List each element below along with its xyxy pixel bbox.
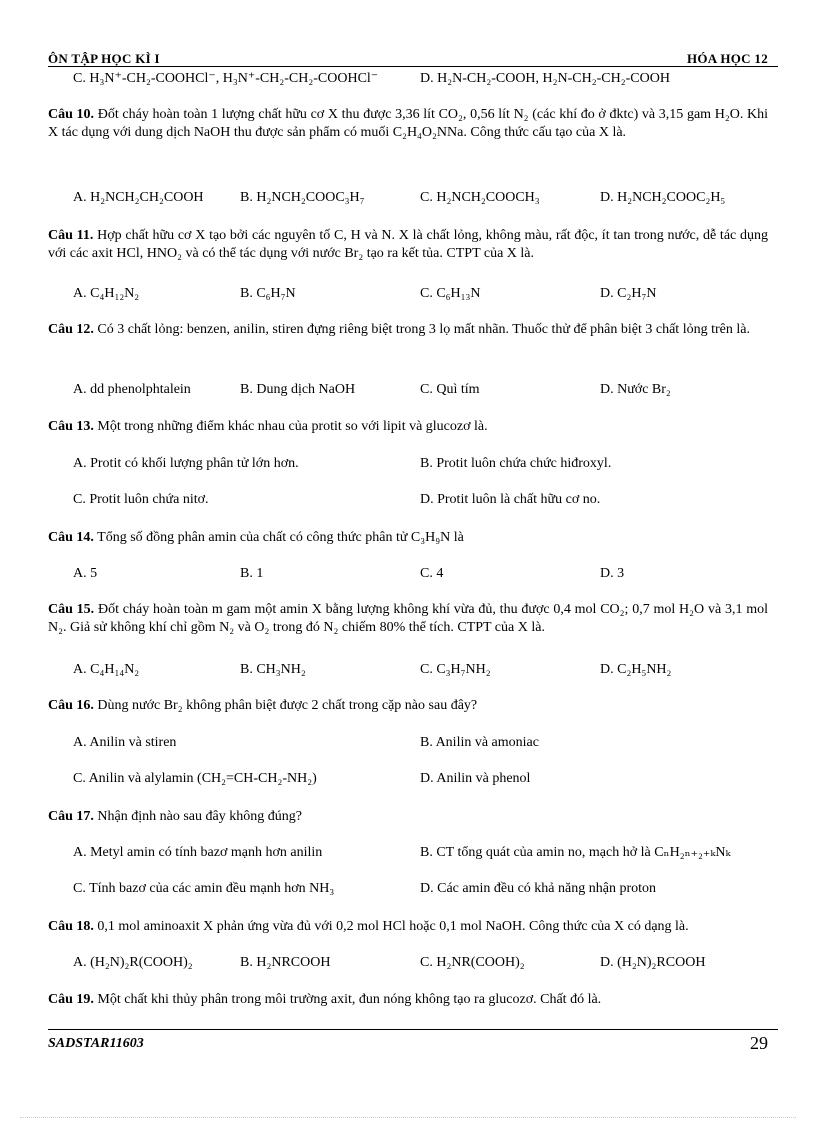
q12-option-d: D. Nước Br₂	[600, 382, 671, 397]
q15-option-c: C. C₃H₇NH₂	[420, 662, 491, 677]
q13-option-a: A. Protit có khối lượng phân tử lớn hơn.	[73, 456, 299, 471]
question-18	[48, 918, 768, 936]
q14-option-c: C. 4	[420, 566, 444, 581]
question-14-label: Câu 14.	[48, 530, 94, 545]
question-15-label: Câu 15.	[48, 602, 95, 617]
question-18-text: 0,1 mol aminoaxit X phản ứng vừa đủ với 0,2 mol HCl hoặc 0,1 mol NaOH. Công thức của X có dạng là.	[97, 919, 689, 934]
q17-option-d: D. Các amin đều có khả năng nhận proton	[420, 881, 656, 896]
q11-option-a: A. C₄H₁₂N₂	[73, 286, 140, 301]
question-11-text: Hợp chất hữu cơ X tạo bởi các nguyên tố C, H và N. X là chất lỏng, không màu, rất độc, ít tan trong nước, dễ tác dụng với các axit HCl, HNO₂ và có thể tác dụng với nước Br₂ tạo ra kết tủa. CTPT của X là.	[48, 228, 769, 261]
question-13	[48, 418, 768, 436]
q14-option-a: A. 5	[73, 566, 98, 581]
q13-option-b: B. Protit luôn chứa chức hiđroxyl.	[420, 456, 612, 471]
q10-option-d: D. H₂NCH₂COOC₂H₅	[600, 190, 726, 205]
question-15	[48, 601, 768, 637]
q11-option-c: C. C₆H₁₃N	[420, 286, 481, 301]
q16-option-b: B. Anilin và amoniac	[420, 735, 539, 750]
question-10-text: Đốt cháy hoàn toàn 1 lượng chất hữu cơ X thu được 3,36 lít CO₂, 0,56 lít N₂ (các khí đo ở đktc) và 3,15 gam H₂O. Khi X tác dụng với dung dịch NaOH thu được sản phẩm có muối C₂H₄O₂NNa. Công thức cấu tạo của X là.	[48, 107, 768, 140]
q14-option-b: B. 1	[240, 566, 264, 581]
q16-option-c: C. Anilin và alylamin (CH₂=CH-CH₂-NH₂)	[73, 771, 317, 786]
question-19	[48, 991, 768, 1009]
question-19-text: Một chất khi thủy phân trong môi trường axit, đun nóng không tạo ra glucozơ. Chất đó là.	[97, 992, 602, 1007]
footer-author: SADSTAR11603	[48, 1036, 144, 1051]
footer-divider	[48, 1029, 778, 1030]
question-17	[48, 808, 768, 826]
question-16	[48, 697, 768, 715]
q18-option-b: B. H₂NRCOOH	[240, 955, 331, 970]
question-14	[48, 529, 768, 547]
q11-option-d: D. C₂H₇N	[600, 286, 657, 301]
question-10-label: Câu 10.	[48, 107, 95, 122]
q17-option-c: C. Tính bazơ của các amin đều mạnh hơn NH₃	[73, 881, 335, 896]
q13-option-c: C. Protit luôn chứa nitơ.	[73, 492, 209, 507]
q12-option-b: B. Dung dịch NaOH	[240, 382, 356, 397]
question-13-label: Câu 13.	[48, 419, 94, 434]
header-subject-title: ÔN TẬP HỌC KÌ I	[48, 51, 160, 66]
q16-option-d: D. Anilin và phenol	[420, 771, 531, 786]
q15-option-b: B. CH₃NH₂	[240, 662, 306, 677]
q9-option-d: D. H₂N-CH₂-COOH, H₂N-CH₂-CH₂-COOH	[420, 71, 670, 86]
q9-option-c: C. H₃N⁺-CH₂-COOHCl⁻, H₃N⁺-CH₂-CH₂-COOHCl⁻	[73, 71, 379, 86]
q10-option-b: B. H₂NCH₂COOC₃H₇	[240, 190, 365, 205]
question-17-label: Câu 17.	[48, 809, 94, 824]
page-bottom-edge	[20, 1117, 796, 1118]
question-19-label: Câu 19.	[48, 992, 94, 1007]
header-course-title: HÓA HỌC 12	[686, 51, 768, 66]
question-13-text: Một trong những điểm khác nhau của protit so với lipit và glucozơ là.	[97, 419, 488, 434]
q18-option-d: D. (H₂N)₂RCOOH	[600, 955, 706, 970]
question-12	[48, 321, 768, 339]
q16-option-a: A. Anilin và stiren	[73, 735, 177, 750]
q10-option-c: C. H₂NCH₂COOCH₃	[420, 190, 540, 205]
q15-option-d: D. C₂H₅NH₂	[600, 662, 672, 677]
question-11	[48, 227, 768, 263]
q14-option-d: D. 3	[600, 566, 625, 581]
question-15-text: Đốt cháy hoàn toàn m gam một amin X bằng lượng không khí vừa đủ, thu được 0,4 mol CO₂; 0,7 mol H₂O và 3,1 mol N₂. Giả sử không khí chỉ gồm N₂ và O₂ trong đó N₂ chiếm 80% thể tích. CTPT của X là.	[48, 602, 769, 635]
question-16-text: Dùng nước Br₂ không phân biệt được 2 chất trong cặp nào sau đây?	[97, 698, 478, 713]
q15-option-a: A. C₄H₁₄N₂	[73, 662, 140, 677]
q13-option-d: D. Protit luôn là chất hữu cơ no.	[420, 492, 601, 507]
page-number: 29	[750, 1033, 768, 1053]
q11-option-b: B. C₆H₇N	[240, 286, 296, 301]
header-divider	[48, 66, 778, 67]
question-17-text: Nhận định nào sau đây không đúng?	[97, 809, 302, 824]
q17-option-a: A. Metyl amin có tính bazơ mạnh hơn anilin	[73, 845, 323, 860]
question-18-label: Câu 18.	[48, 919, 94, 934]
q18-option-a: A. (H₂N)₂R(COOH)₂	[73, 955, 193, 970]
question-10	[48, 106, 768, 142]
q10-option-a: A. H₂NCH₂CH₂COOH	[73, 190, 204, 205]
q12-option-c: C. Quì tím	[420, 382, 480, 397]
q18-option-c: C. H₂NR(COOH)₂	[420, 955, 525, 970]
question-16-label: Câu 16.	[48, 698, 94, 713]
q17-option-b: B. CT tổng quát của amin no, mạch hở là CₙH₂ₙ₊₂₊ₖNₖ	[420, 845, 731, 860]
question-11-label: Câu 11.	[48, 228, 94, 243]
question-12-text: Có 3 chất lỏng: benzen, anilin, stiren đựng riêng biệt trong 3 lọ mất nhãn. Thuốc thử để phân biệt 3 chất lỏng trên là.	[97, 322, 750, 337]
q12-option-a: A. dd phenolphtalein	[73, 382, 191, 397]
question-12-label: Câu 12.	[48, 322, 94, 337]
question-14-text: Tổng số đồng phân amin của chất có công thức phân tử C₃H₉N là	[97, 530, 464, 545]
